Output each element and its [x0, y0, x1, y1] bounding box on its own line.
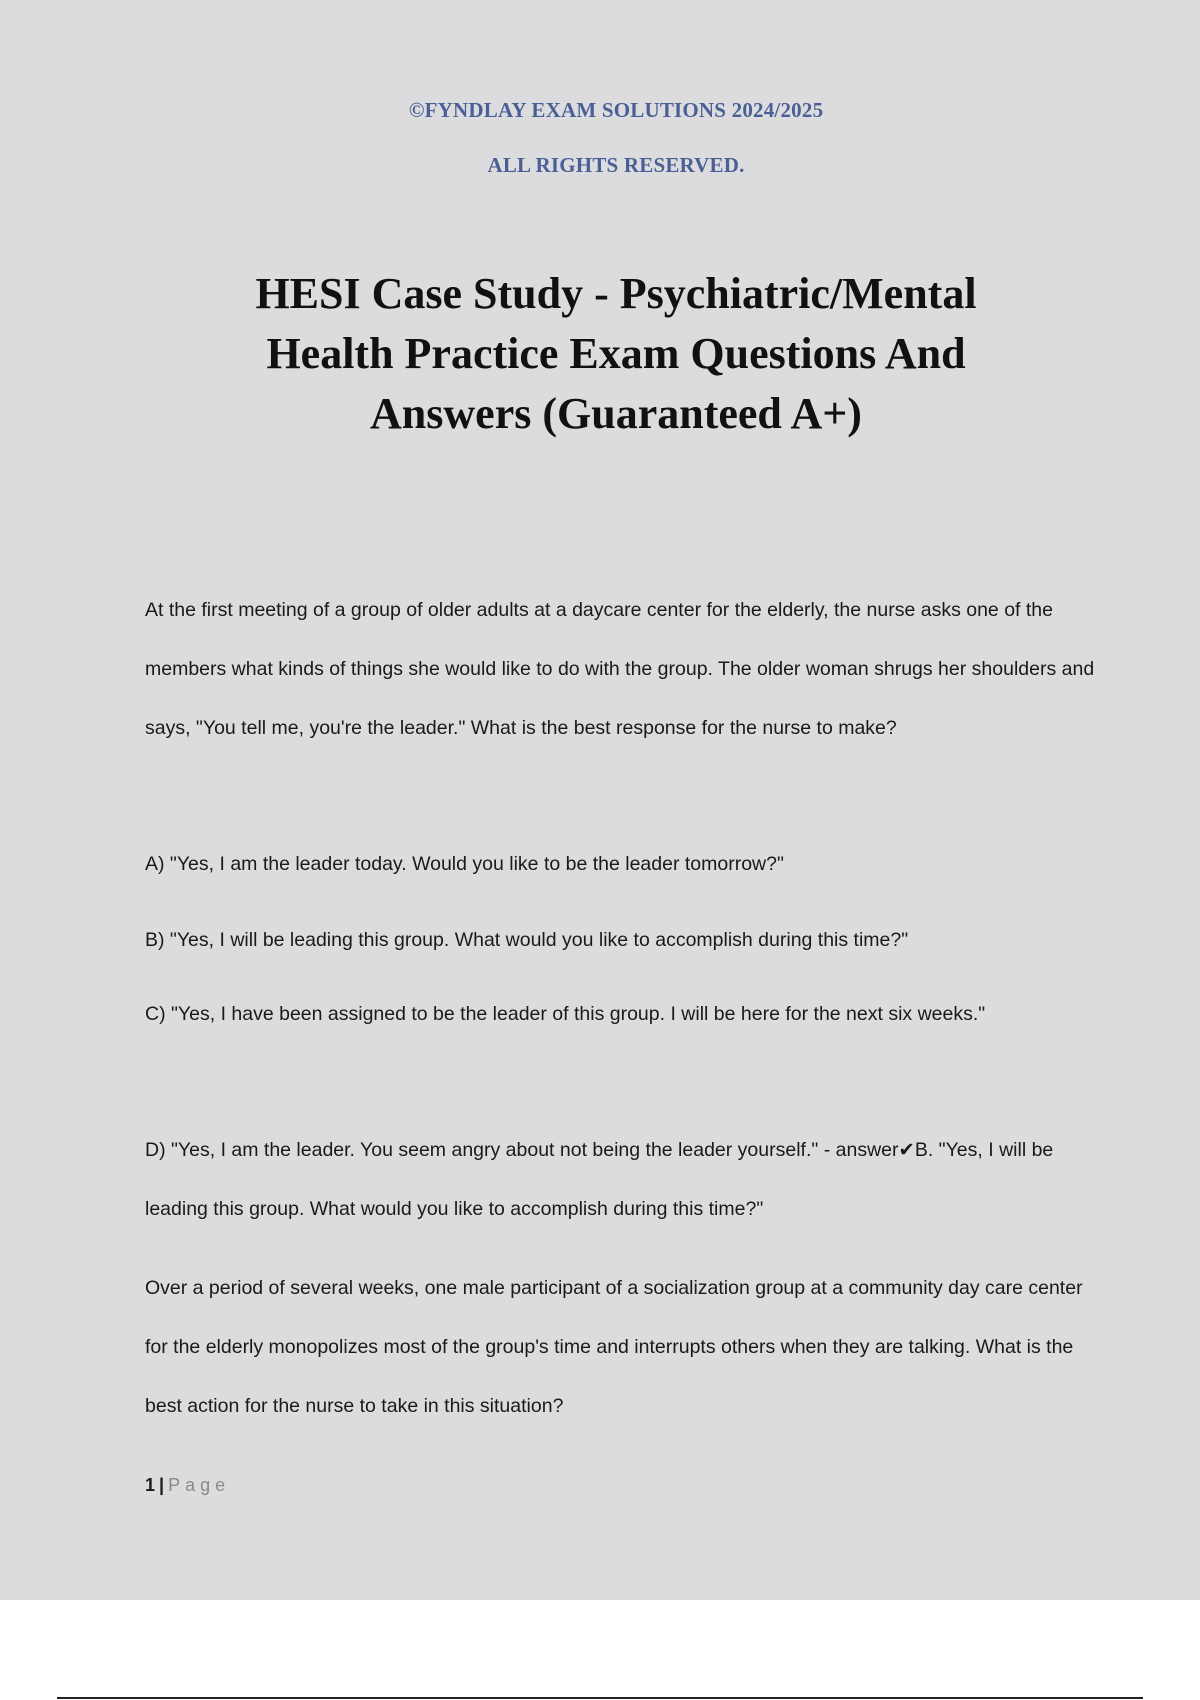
title-line-3: Answers (Guaranteed A+) [370, 389, 862, 438]
question-1-stem: At the first meeting of a group of older adults at a daycare center for the elderly, the nurse asks one of the members what kinds of things she would like to do with the group. The older woman shrugs her shoulders and says, "You tell me, you're the leader." What is the best response for the nurse to make? [145, 599, 1095, 739]
question-1-option-a: A) "Yes, I am the leader today. Would you like to be the leader tomorrow?" [145, 853, 784, 875]
page-separator: | [159, 1475, 165, 1495]
title-line-1: HESI Case Study - Psychiatric/Mental [255, 269, 977, 318]
copyright-line-1: ©FYNDLAY EXAM SOLUTIONS 2024/2025 [408, 98, 824, 122]
question-1-option-d-answer: D) "Yes, I am the leader. You seem angry about not being the leader yourself." - answer✔B. "Yes, I will be leading this group. What would you like to accomplish during this time?" [145, 1139, 1054, 1220]
document-title [150, 264, 1082, 444]
question-1-option-b: B) "Yes, I will be leading this group. What would you like to accomplish during this time?" [145, 929, 909, 951]
page-number-footer [145, 1475, 230, 1496]
question-1-option-c: C) "Yes, I have been assigned to be the leader of this group. I will be here for the next six weeks." [145, 1003, 986, 1025]
page-number: 1 [145, 1475, 156, 1495]
copyright-line-2: ALL RIGHTS RESERVED. [487, 153, 745, 177]
question-2-stem: Over a period of several weeks, one male participant of a socialization group at a community day care center for the elderly monopolizes most of the group's time and interrupts others when they are talking. What is the best action for the nurse to take in this situation? [145, 1277, 1083, 1417]
bottom-divider [57, 1697, 1143, 1699]
page-label: Page [168, 1475, 231, 1495]
title-line-2: Health Practice Exam Questions And [266, 329, 966, 378]
